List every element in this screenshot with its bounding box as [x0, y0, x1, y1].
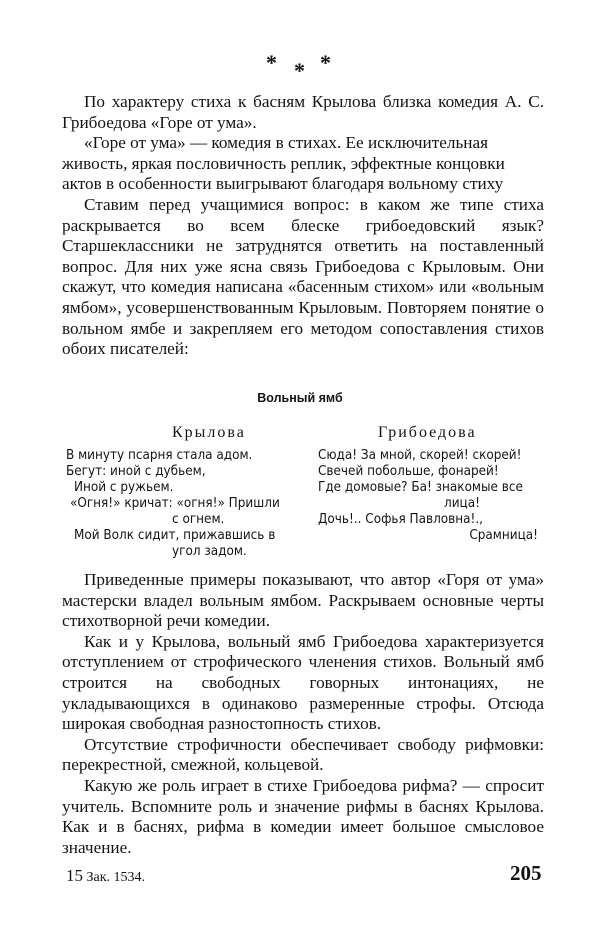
page-number: 205 — [510, 861, 542, 885]
print-order: Зак. 1534. — [86, 870, 146, 885]
paragraph: Какую же роль играет в стихе Грибоедова рифма? — спросит учитель. Вспомните роль и значение рифмы в баснях Крылова. Как и в баснях, рифма в комедии имеет большое смысловое значение. — [62, 775, 544, 857]
column-heading-griboedov: Грибоедова — [378, 424, 477, 441]
verse-line: «Огня!» кричат: «огня!» Пришли — [70, 496, 280, 511]
verse-line: Свечей побольше, фонарей! — [318, 464, 499, 479]
body-text-bottom — [62, 570, 544, 858]
paragraph: «Горе от ума» — комедия в стихах. Ее исключительная живость, яркая пословичность реплик, эффектные концовки актов в особенности выигрывают благодаря вольному стиху — [62, 133, 505, 194]
verse-column-griboedov — [318, 448, 546, 544]
separator-star: * — [320, 50, 331, 75]
verse-line: Срамница! — [469, 528, 538, 543]
section-separator — [0, 50, 600, 83]
verse-line: Бегут: иной с дубьем, — [66, 464, 206, 479]
verse-line: лица! — [444, 496, 480, 511]
separator-star: * — [266, 50, 277, 75]
verse-line: Где домовые? Ба! знакомые все — [318, 480, 523, 495]
paragraph: Ставим перед учащимися вопрос: в каком же типе стиха раскрывается во всем блеске грибоедовский язык? Старшеклассники не затруднятся ответить на поставленный вопрос. Для них уже ясна связь Грибоедова с Крыловым. Они скажут, что комедия написана «басенным стихом» или «вольным ямбом», усовершенствованным Крыловым. Повторяем понятие о вольном ямбе и закрепляем его методом сопоставления стихов обоих писателей: — [62, 194, 544, 359]
verse-line: с огнем. — [172, 512, 225, 527]
verse-line: Иной с ружьем. — [74, 480, 174, 495]
verse-line: Дочь!.. Софья Павловна!., — [318, 512, 484, 527]
print-signature — [66, 866, 145, 886]
paragraph: По характеру стиха к басням Крылова близка комедия А. С. Грибоедова «Горе от ума». — [62, 92, 544, 132]
verse-line: Сюда! За мной, скорей! скорей! — [318, 448, 522, 463]
separator-text — [0, 50, 1, 51]
example-title: Вольный ямб — [257, 391, 343, 405]
verse-line: В минуту псарня стала адом. — [66, 448, 253, 463]
paragraph: Приведенные примеры показывают, что автор «Горя от ума» мастерски владел вольным ямбом. Раскрываем основные черты стихотворной речи комедии. — [62, 570, 544, 631]
separator-star: * — [294, 58, 305, 83]
column-heading-krylov: Крылова — [172, 424, 246, 441]
signature-number: 15 — [66, 866, 83, 885]
paragraph: Отсутствие строфичности обеспечивает свободу рифмовки: перекрестной, смежной, кольцевой. — [62, 734, 544, 775]
paragraph: Как и у Крылова, вольный ямб Грибоедова характеризуется отступлением от строфического членения стихов. Вольный ямб строится на свободных говорных интонациях, не укладывающихся в одинаково размеренные строфы. Отсюда широкая свободная разностопность стихов. — [62, 631, 544, 734]
verse-column-krylov — [66, 448, 320, 560]
verse-line: Мой Волк сидит, прижавшись в — [74, 528, 276, 543]
verse-line: угол задом. — [172, 544, 247, 559]
body-text-top — [62, 92, 544, 360]
